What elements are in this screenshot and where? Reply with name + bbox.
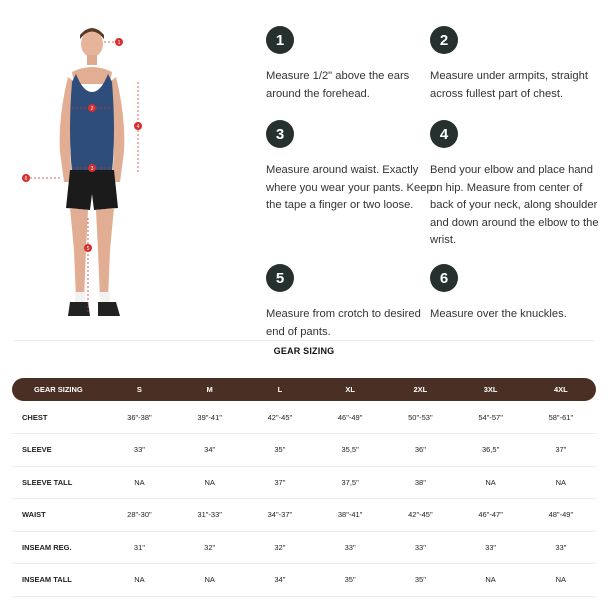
svg-text:1: 1 xyxy=(117,40,121,46)
svg-text:2: 2 xyxy=(90,106,94,112)
table-cell: 28"-30" xyxy=(104,499,174,532)
table-row xyxy=(12,531,596,564)
header-cell-size: XL xyxy=(315,378,385,401)
table-cell: 33" xyxy=(385,531,455,564)
marker-2 xyxy=(88,104,96,112)
table-cell: 39"-41" xyxy=(175,401,245,434)
header-cell-size: S xyxy=(104,378,174,401)
step-5 xyxy=(266,264,436,341)
step-text: Measure around waist. Exactly where you wear your pants. Keep the tape a finger or two loose. xyxy=(266,164,433,211)
row-label: SLEEVE TALL xyxy=(12,466,104,499)
table-row xyxy=(12,401,596,434)
marker-4 xyxy=(134,122,142,130)
table-cell: 35" xyxy=(385,564,455,597)
step-text: Measure 1/2" above the ears around the forehead. xyxy=(266,70,410,100)
table-cell: 38" xyxy=(385,466,455,499)
table-cell: 35,5" xyxy=(315,434,385,467)
table-cell: NA xyxy=(175,466,245,499)
row-label: INSEAM REG. xyxy=(12,531,104,564)
table-cell: 37" xyxy=(245,466,315,499)
step-text: Measure under armpits, straight across fullest part of chest. xyxy=(430,70,588,100)
table-cell: 58"-61" xyxy=(526,401,596,434)
table-cell: 42"-45" xyxy=(245,401,315,434)
header-cell-size: L xyxy=(245,378,315,401)
table-cell: 37,5" xyxy=(315,466,385,499)
step-text: Measure from crotch to desired end of pants. xyxy=(266,308,421,338)
row-label: CHEST xyxy=(12,401,104,434)
svg-text:3: 3 xyxy=(90,166,94,172)
table-cell: 36"-38" xyxy=(104,401,174,434)
table-cell: NA xyxy=(104,564,174,597)
table-cell: 54"-57" xyxy=(455,401,525,434)
svg-text:5: 5 xyxy=(86,246,90,252)
table-row xyxy=(12,466,596,499)
table-cell: 33" xyxy=(526,531,596,564)
header-cell-label: GEAR SIZING xyxy=(12,378,104,401)
table-cell: 42"-45" xyxy=(385,499,455,532)
step-number: 5 xyxy=(266,264,294,292)
table-cell: 48"-49" xyxy=(526,499,596,532)
table-cell: 37" xyxy=(526,434,596,467)
marker-6 xyxy=(22,174,30,182)
gear-sizing-heading: GEAR SIZING xyxy=(273,346,335,356)
table-cell: 35" xyxy=(245,434,315,467)
header-cell-size: 2XL xyxy=(385,378,455,401)
header-cell-size: 4XL xyxy=(526,378,596,401)
table-cell: NA xyxy=(175,564,245,597)
row-label: SLEEVE xyxy=(12,434,104,467)
marker-5 xyxy=(84,244,92,252)
step-4 xyxy=(430,120,600,250)
step-text: Bend your elbow and place hand on hip. Measure from center of back of your neck, along shoulder and down around the elbow to the wrist. xyxy=(430,164,599,246)
step-number: 2 xyxy=(430,26,458,54)
header-cell-size: 3XL xyxy=(455,378,525,401)
step-number: 1 xyxy=(266,26,294,54)
table-cell: NA xyxy=(455,564,525,597)
step-2 xyxy=(430,26,600,103)
table-cell: 34" xyxy=(175,434,245,467)
measurement-figure xyxy=(20,22,160,332)
row-label: WAIST xyxy=(12,499,104,532)
table-cell: 36,5" xyxy=(455,434,525,467)
table-body xyxy=(12,401,596,596)
table-cell: NA xyxy=(526,564,596,597)
table-cell: 33" xyxy=(104,434,174,467)
table-cell: 31"-33" xyxy=(175,499,245,532)
header-cell-size: M xyxy=(175,378,245,401)
table-row xyxy=(12,434,596,467)
table-cell: NA xyxy=(455,466,525,499)
table-cell: 46"-47" xyxy=(455,499,525,532)
table-cell: 34"-37" xyxy=(245,499,315,532)
step-3 xyxy=(266,120,436,215)
table-cell: NA xyxy=(526,466,596,499)
table-header-row xyxy=(12,378,596,401)
table-cell: 50"-53" xyxy=(385,401,455,434)
table-cell: NA xyxy=(104,466,174,499)
table-cell: 32" xyxy=(175,531,245,564)
marker-3 xyxy=(88,164,96,172)
step-number: 6 xyxy=(430,264,458,292)
step-1 xyxy=(266,26,436,103)
table-row xyxy=(12,564,596,597)
step-number: 4 xyxy=(430,120,458,148)
svg-text:4: 4 xyxy=(136,124,140,130)
step-text: Measure over the knuckles. xyxy=(430,308,567,320)
table-cell: 32" xyxy=(245,531,315,564)
model-illustration xyxy=(20,22,160,332)
table-cell: 38"-41" xyxy=(315,499,385,532)
table-row xyxy=(12,499,596,532)
step-number: 3 xyxy=(266,120,294,148)
marker-1 xyxy=(115,38,123,46)
gear-sizing-table xyxy=(12,378,596,597)
table-cell: 34" xyxy=(245,564,315,597)
table-cell: 33" xyxy=(315,531,385,564)
table-cell: 31" xyxy=(104,531,174,564)
svg-text:6: 6 xyxy=(24,176,28,182)
row-label: INSEAM TALL xyxy=(12,564,104,597)
step-6 xyxy=(430,264,600,324)
section-divider xyxy=(14,340,594,341)
table-cell: 35" xyxy=(315,564,385,597)
table-cell: 36" xyxy=(385,434,455,467)
table-cell: 46"-49" xyxy=(315,401,385,434)
table-cell: 33" xyxy=(455,531,525,564)
